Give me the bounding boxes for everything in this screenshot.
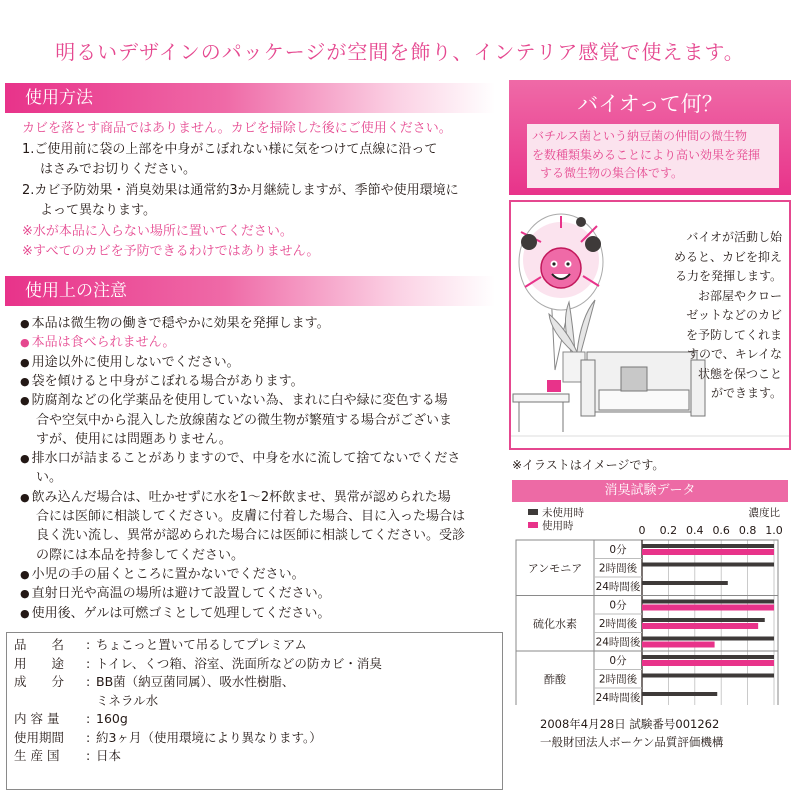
info-label: 生 産 国	[14, 748, 60, 763]
row-time-label: 2時間後	[598, 562, 638, 575]
row-time-label: 0分	[609, 599, 627, 612]
usage-line: 2.カビ予防効果・消臭効果は通常約3か月継続しますが、季節や使用環境に	[22, 182, 459, 198]
x-tick-label: 0.6	[712, 524, 730, 537]
caution-line: ● 用途以外に使用しないでください。	[20, 352, 240, 373]
caution-line: ● 防腐剤などの化学薬品を使用していない為、まれに白や緑に変色する場	[20, 390, 448, 411]
usage-line: 1.ご使用前に袋の上部を中身がこぼれない様に気をつけて点線に沿って	[22, 141, 438, 157]
cautions-title: 使用上の注意	[25, 281, 127, 301]
deodorant-test-chart	[512, 480, 788, 705]
usage-line: カビを落とす商品ではありません。カビを掃除した後にご使用ください。	[22, 121, 452, 136]
info-label: 成 分	[14, 674, 65, 689]
speech-line: お部屋やクロー	[697, 288, 782, 303]
caution-line: ● 飲み込んだ場合は、吐かせずに水を1～2杯飲ませ、異常が認められた場	[20, 487, 451, 508]
bar-used	[642, 660, 774, 666]
group-label: 酢酸	[544, 672, 566, 686]
bio-line: バチルス菌という納豆菌の仲間の微生物	[532, 129, 748, 143]
bar-unused	[642, 563, 774, 567]
info-colon: :	[86, 637, 91, 652]
speech-line: ゼットなどのカビ	[686, 308, 782, 322]
legend-label: 使用時	[542, 520, 574, 532]
info-value: BB菌（納豆菌同属）、吸水性樹脂、	[96, 674, 295, 689]
bar-used	[642, 605, 774, 611]
speech-line: る力を発揮します。	[674, 269, 782, 283]
row-time-label: 2時間後	[598, 618, 638, 630]
x-tick-label: 1.0	[765, 524, 783, 537]
info-label: 使用期間	[14, 729, 65, 745]
bar-unused	[642, 618, 765, 622]
info-label: 品 名	[14, 637, 65, 652]
speech-line: ができます。	[710, 386, 782, 400]
usage-line: ※すべてのカビを予防できるわけではありません。	[22, 244, 320, 259]
speech-line: めると、カビを抑え	[673, 249, 782, 264]
row-time-label: 24時間後	[595, 692, 641, 704]
row-time-label: 0分	[609, 544, 627, 556]
bar-unused	[642, 544, 774, 548]
caution-line: 良く洗い流し、異常が認められた場合には医師に相談してください。受診	[36, 528, 466, 544]
legend-swatch	[528, 509, 538, 515]
info-colon: :	[86, 711, 91, 726]
info-colon: :	[86, 674, 91, 689]
caution-line: 合や空気中から混入した放線菌などの微生物が繁殖する場合がございま	[36, 412, 453, 428]
row-time-label: 24時間後	[595, 581, 641, 593]
x-tick-label: 0.8	[738, 524, 757, 537]
info-value: ちょこっと置いて吊るしてプレミアム	[96, 637, 307, 652]
test-organization: 一般財団法人ボーケン品質評価機構	[540, 735, 724, 749]
caution-line: ● 直射日光や高温の場所は避けて設置してください。	[20, 583, 331, 604]
info-colon: :	[86, 729, 91, 745]
chart-plot	[512, 502, 788, 705]
bar-used	[642, 642, 715, 648]
caution-line: ● 排水口が詰まることがありますので、中身を水に流して捨てないでくださ	[20, 448, 460, 469]
info-colon: :	[86, 748, 91, 763]
legend-swatch	[528, 522, 538, 528]
caution-line: ● 小児の手の届くところに置かないでください。	[20, 564, 305, 585]
x-tick-label: 0.4	[686, 524, 704, 537]
group-label: アンモニア	[527, 561, 583, 575]
bar-unused	[642, 655, 774, 659]
usage-line: よって異なります。	[40, 203, 156, 218]
illustration-note: ※イラストはイメージです。	[512, 458, 665, 472]
bio-title: バイオって何？	[577, 92, 723, 116]
speech-line: 状態を保つこと	[697, 366, 782, 381]
info-value: ミネラル水	[96, 692, 159, 708]
info-value: 160g	[96, 711, 128, 726]
headline: 明るいデザインのパッケージが空間を飾り、インテリア感覚で使えます。	[55, 40, 745, 64]
caution-line: の際には本品を持参してください。	[36, 547, 245, 563]
caution-line: 合には医師に相談してください。皮膚に付着した場合、目に入った場合は	[36, 509, 466, 524]
info-value: 日本	[96, 748, 122, 763]
usage-line: はさみでお切りください。	[40, 162, 197, 177]
info-label: 用 途	[14, 655, 65, 671]
bar-used	[642, 623, 758, 629]
x-axis-label: 濃度比	[748, 507, 780, 519]
speech-line: すので、キレイな	[686, 347, 782, 361]
row-time-label: 0分	[609, 655, 627, 667]
x-tick-label: 0.2	[659, 524, 678, 537]
bar-unused	[642, 637, 774, 641]
speech-line: を予防してくれま	[685, 327, 782, 342]
caution-line: い。	[36, 470, 63, 486]
bio-line: する微生物の集合体です。	[540, 166, 684, 180]
bar-unused	[642, 600, 774, 604]
bar-unused	[642, 692, 717, 696]
test-date-number: 2008年4月28日 試験番号001262	[540, 717, 720, 731]
row-time-label: 2時間後	[598, 673, 638, 686]
usage-line: ※水が本品に入らない場所に置いてください。	[22, 223, 293, 239]
info-label: 内 容 量	[14, 711, 60, 726]
bio-line: を数種類集めることにより高い効果を発揮	[532, 147, 761, 162]
row-time-label: 24時間後	[595, 636, 641, 649]
legend-label: 未使用時	[542, 507, 584, 519]
group-label: 硫化水素	[533, 617, 577, 631]
bar-used	[642, 549, 774, 555]
cautions-section-header	[5, 276, 495, 306]
info-value: トイレ、くつ箱、浴室、洗面所などの防カビ・消臭	[96, 655, 382, 671]
bar-unused	[642, 674, 774, 678]
info-value: 約3ヶ月（使用環境により異なります。）	[96, 729, 322, 745]
caution-line: ● 本品は食べられません。	[20, 332, 175, 353]
caution-line: すが、使用には問題ありません。	[36, 431, 232, 447]
usage-section-header	[5, 83, 495, 113]
caution-line: ● 使用後、ゲルは可燃ゴミとして処理してください。	[20, 603, 330, 624]
bar-unused	[642, 581, 728, 585]
usage-title: 使用方法	[25, 88, 93, 108]
caution-line: ● 袋を傾けると中身がこぼれる場合があります。	[20, 371, 304, 392]
chart-title: 消臭試験データ	[512, 480, 788, 502]
speech-line: バイオが活動し始	[686, 230, 782, 244]
x-tick-label: 0	[638, 524, 646, 537]
caution-line: ● 本品は微生物の働きで穏やかに効果を発揮します。	[20, 313, 330, 334]
info-colon: :	[86, 655, 91, 671]
